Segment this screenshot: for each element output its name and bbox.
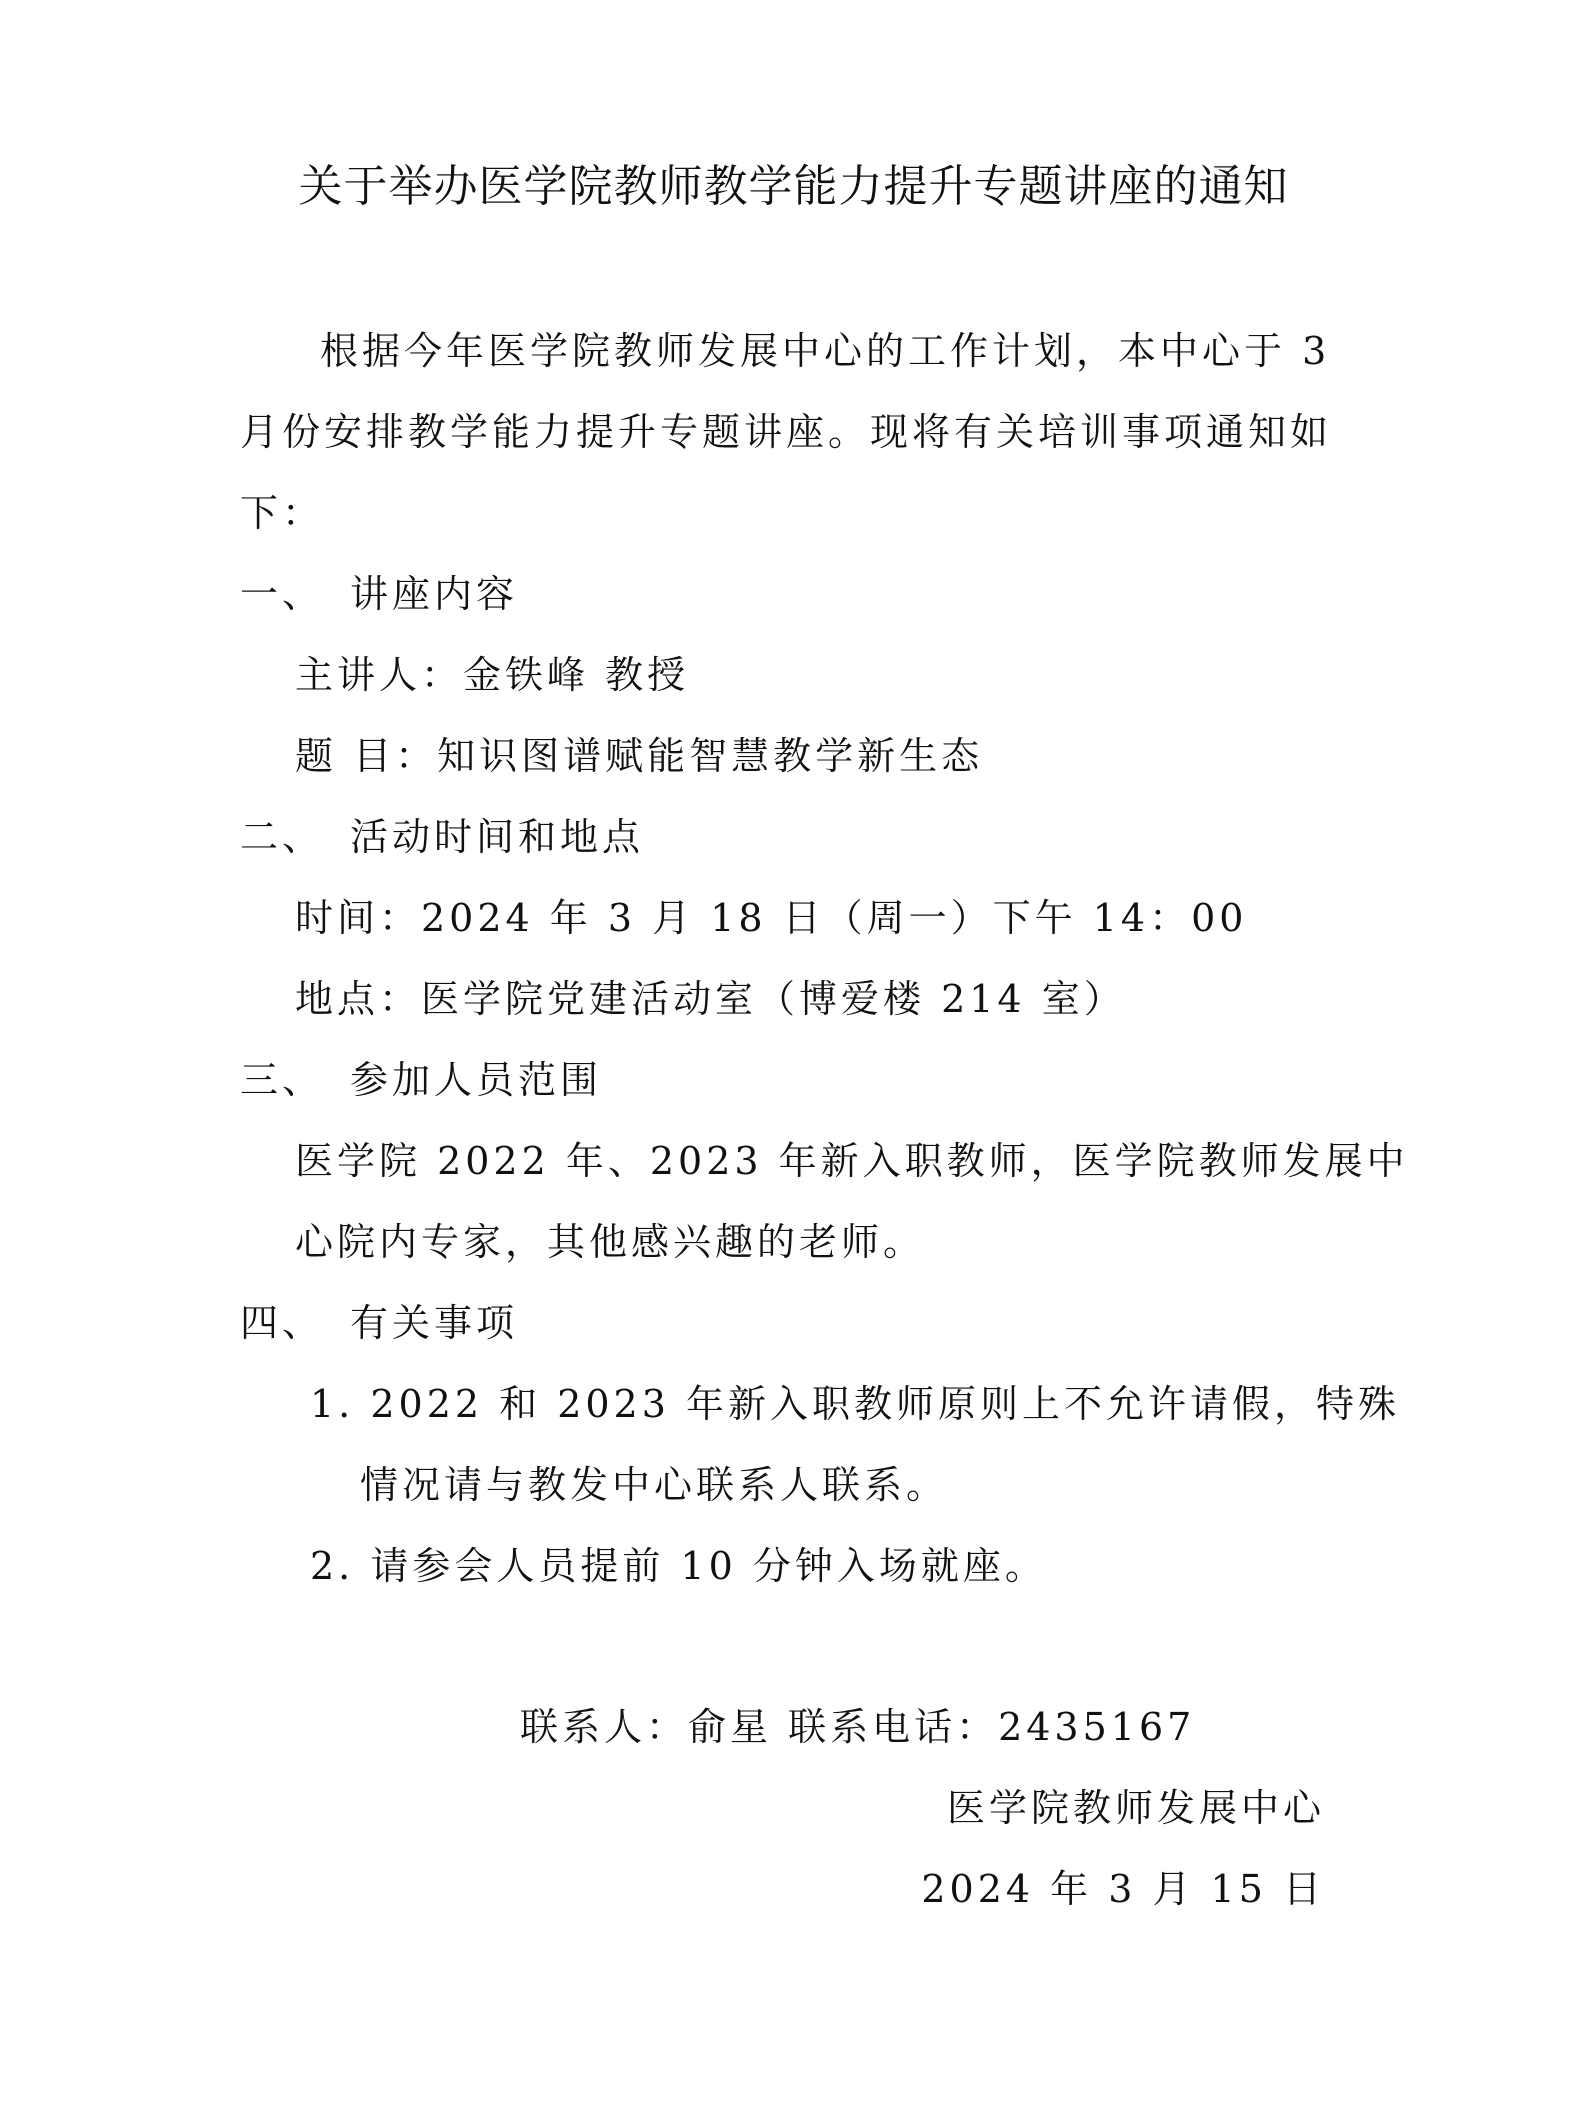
section-4-heading: [240, 1301, 519, 1345]
item-1-line-1: 1. 2022 和 2023 年新入职教师原则上不允许请假，特殊: [310, 1382, 1400, 1426]
contact-line: 联系人：俞星 联系电话：2435167: [520, 1705, 1196, 1749]
signature-org: 医学院教师发展中心: [946, 1786, 1325, 1830]
time-line: 时间：2024 年 3 月 18 日（周一）下午 14：00: [295, 896, 1248, 940]
section-3-number: 三、: [240, 1058, 325, 1102]
section-4-number: 四、: [240, 1301, 325, 1345]
document-title: 关于举办医学院教师教学能力提升专题讲座的通知: [298, 161, 1289, 212]
speaker-line: 主讲人：金铁峰 教授: [295, 653, 690, 697]
section-3-title: 参加人员范围: [350, 1058, 603, 1102]
signature-date: 2024 年 3 月 15 日: [921, 1867, 1325, 1911]
section-1-title: 讲座内容: [350, 572, 519, 616]
intro-line-2: 月份安排教学能力提升专题讲座。现将有关培训事项通知如: [240, 410, 1333, 454]
participants-line-1: 医学院 2022 年、2023 年新入职教师，医学院教师发展中: [295, 1139, 1409, 1183]
section-2-number: 二、: [240, 815, 325, 859]
section-3-heading: [240, 1058, 603, 1102]
item-1-line-2: 情况请与教发中心联系人联系。: [360, 1463, 949, 1507]
section-1-number: 一、: [240, 572, 325, 616]
section-2-heading: [240, 815, 645, 859]
section-1-heading: [240, 572, 519, 616]
section-2-title: 活动时间和地点: [350, 815, 645, 859]
participants-line-2: 心院内专家，其他感兴趣的老师。: [295, 1220, 926, 1264]
section-4-title: 有关事项: [350, 1301, 519, 1345]
item-2-line: 2. 请参会人员提前 10 分钟入场就座。: [310, 1544, 1047, 1588]
intro-line-1: 根据今年医学院教师发展中心的工作计划，本中心于 3: [320, 329, 1331, 373]
place-line: 地点：医学院党建活动室（博爱楼 214 室）: [295, 977, 1126, 1021]
intro-line-3: 下：: [240, 491, 325, 535]
topic-line: 题 目：知识图谱赋能智慧教学新生态: [295, 734, 984, 778]
